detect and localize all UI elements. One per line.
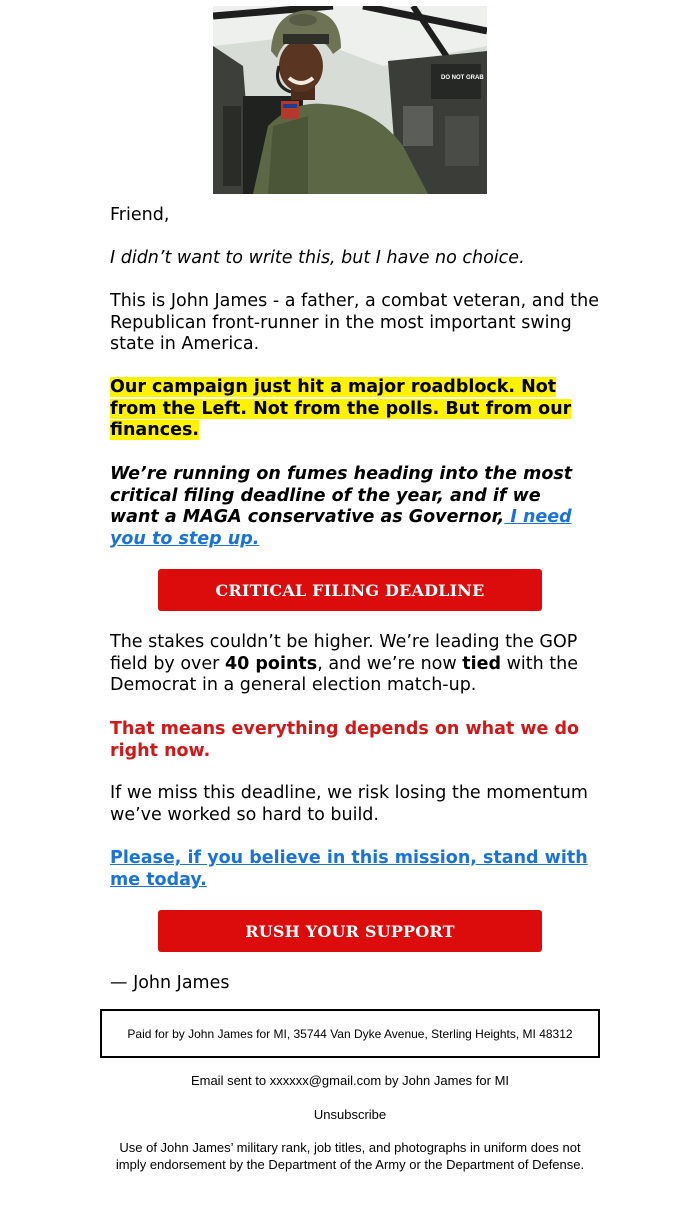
paid-for-disclaimer-box <box>100 1009 600 1058</box>
paid-for-text: Paid for by John James for MI, 35744 Van Dyke Avenue, Sterling Heights, MI 48312 <box>127 1026 573 1041</box>
rush-your-support-button[interactable]: RUSH YOUR SUPPORT <box>158 910 542 952</box>
helicopter-cockpit-illustration <box>213 6 487 194</box>
fumes-paragraph: We’re running on fumes heading into the most critical filing deadline of the year, and if we want a MAGA conservative as Governor, <box>110 464 573 528</box>
unsubscribe-link[interactable]: Unsubscribe <box>313 1107 387 1122</box>
stakes-text-3: with the Democrat in a general election match-up. <box>110 653 579 696</box>
red-urgent-paragraph: That means everything depends on what we do right now. <box>110 719 580 761</box>
mission-link[interactable]: Please, if you believe in this mission, stand with me today. <box>110 848 588 890</box>
stakes-bold-tied: tied <box>462 653 502 674</box>
deadline-paragraph: If we miss this deadline, we risk losing the momentum we’ve worked so hard to build. <box>110 783 588 825</box>
signature: — John James <box>110 973 230 993</box>
about-paragraph: This is John James - a father, a combat veteran, and the Republican front-runner in the most important swing state in America. <box>110 291 599 355</box>
military-disclaimer: Use of John James’ military rank, job titles, and photographs in uniform does not imply endorsement by the Department of the Army or the Department of Defense. <box>115 1140 585 1172</box>
placard-text: DO NOT GRAB <box>441 75 484 81</box>
email-sent-notice: Email sent to xxxxxx@gmail.com by John James for MI <box>190 1073 510 1088</box>
stakes-text-1: The stakes couldn’t be higher. We’re leading the GOP field by over <box>110 632 578 674</box>
critical-filing-deadline-button[interactable]: CRITICAL FILING DEADLINE <box>158 569 542 611</box>
stakes-paragraph <box>110 632 600 697</box>
hero-photo <box>213 6 487 194</box>
greeting: Friend, <box>110 205 170 225</box>
highlighted-paragraph: Our campaign just hit a major roadblock. Not from the Left. Not from the polls. But from our finances. <box>110 377 572 441</box>
intro-line: I didn’t want to write this, but I have no choice. <box>110 248 525 268</box>
stakes-bold-points: 40 points <box>224 653 318 674</box>
stakes-text-2: , and we’re now <box>317 653 463 674</box>
step-up-link[interactable]: I need you to step up. <box>110 507 572 549</box>
